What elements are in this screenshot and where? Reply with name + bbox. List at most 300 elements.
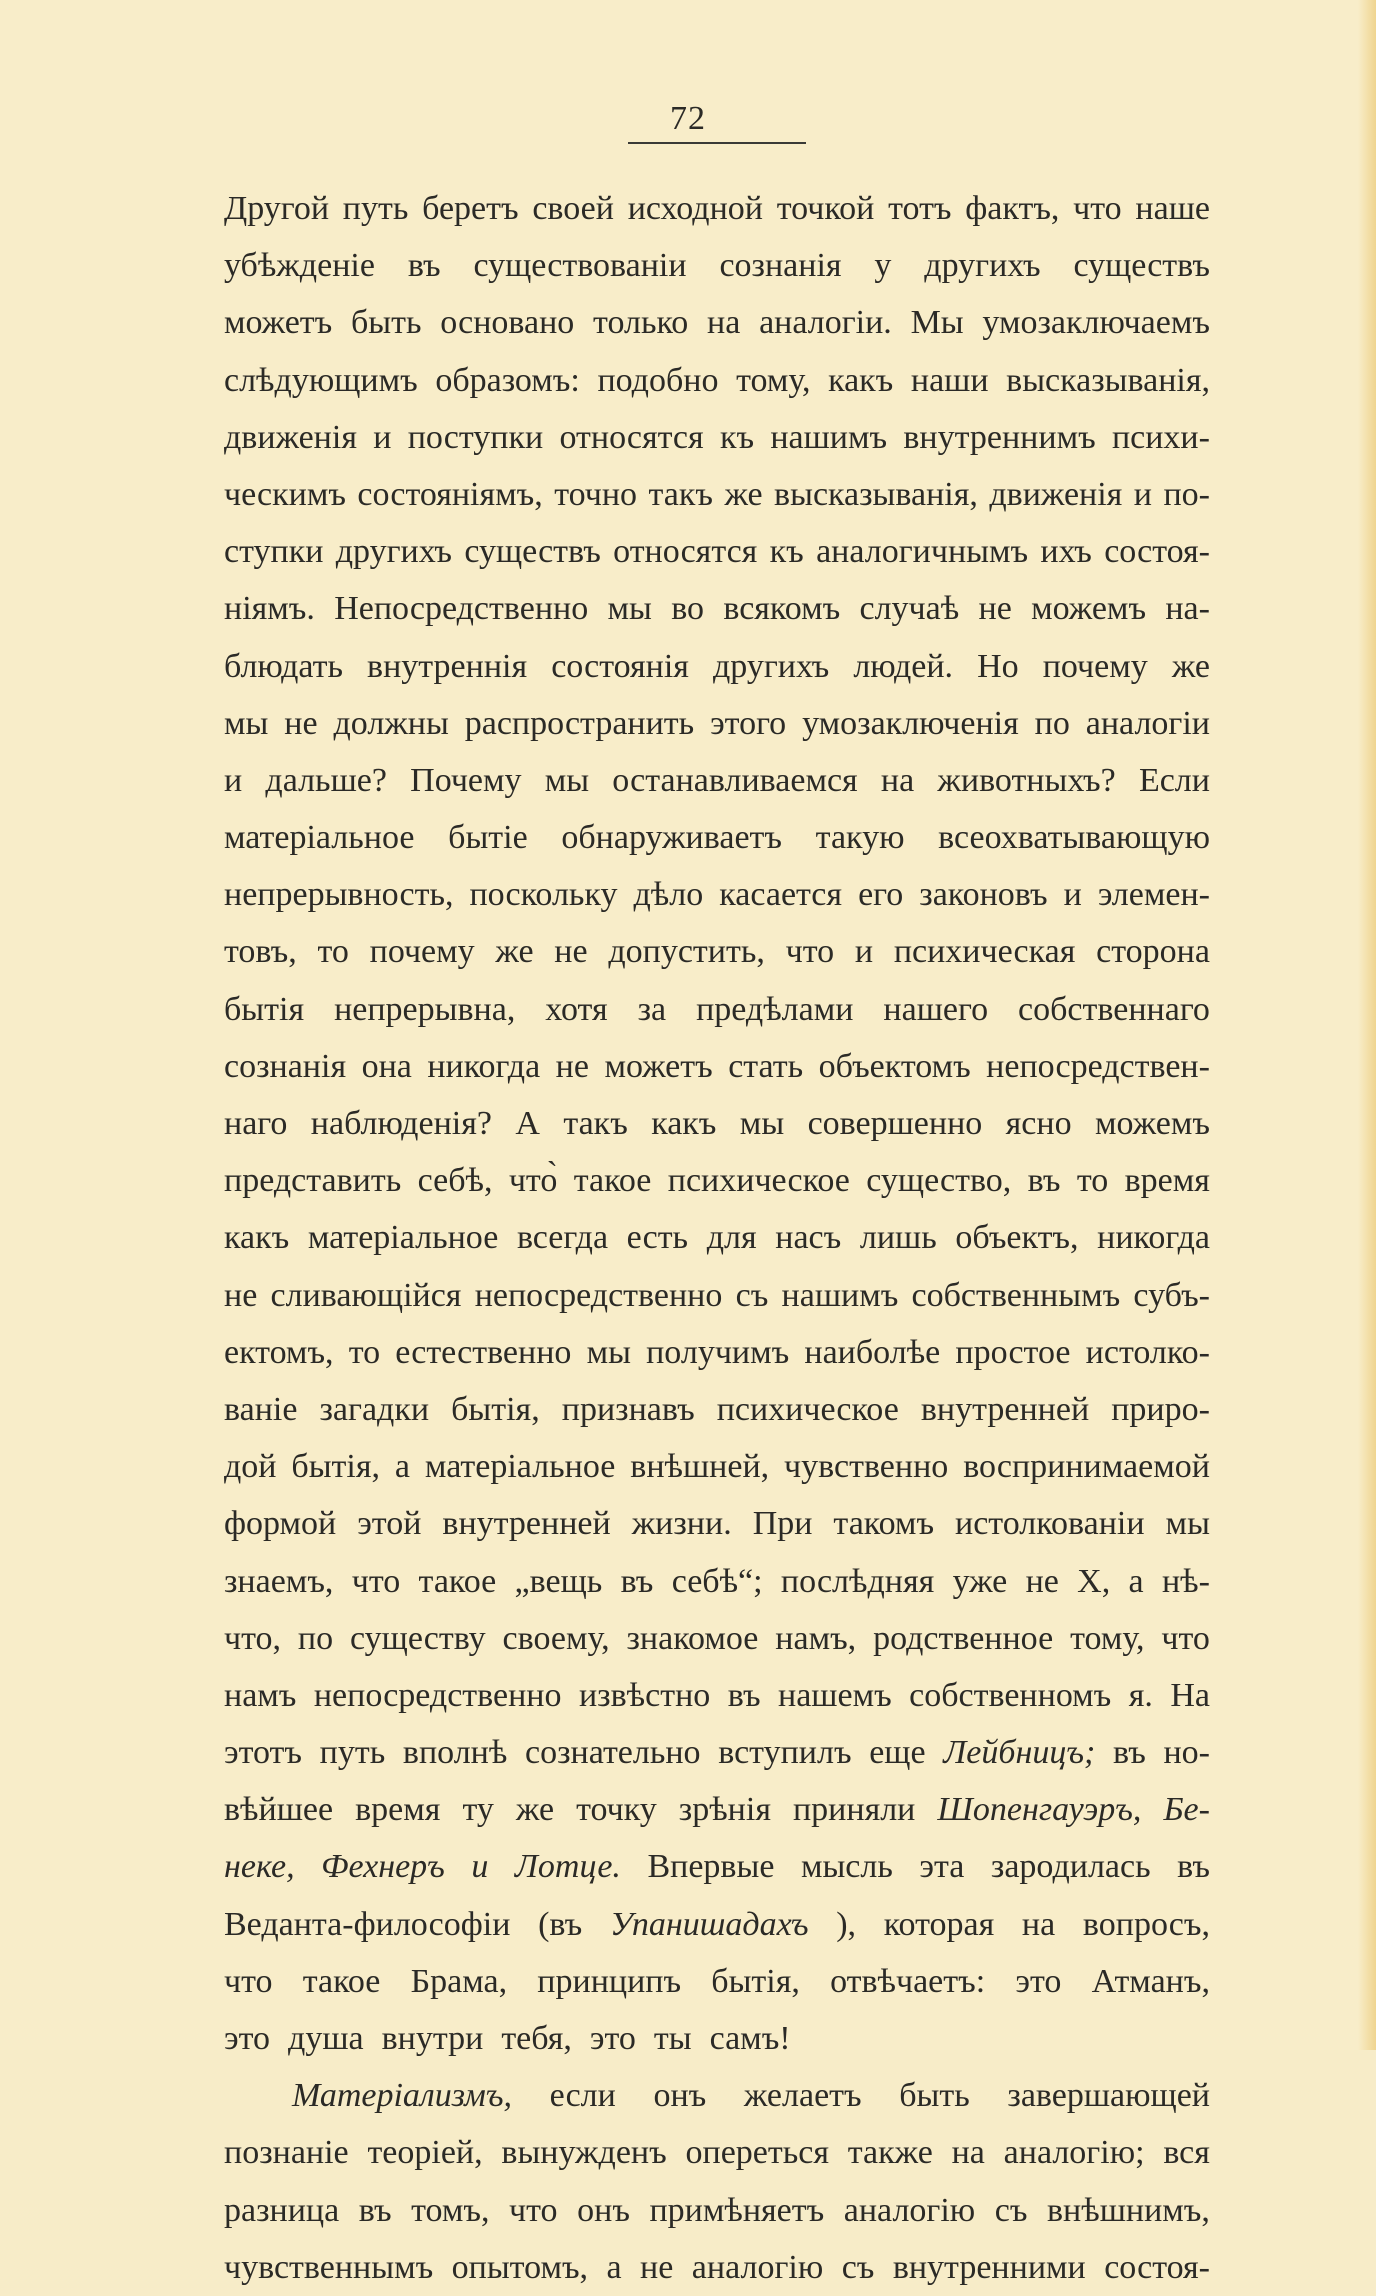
word: въ [358, 2191, 392, 2229]
word: тому, [1070, 1619, 1145, 1657]
word: такъ [648, 475, 713, 513]
word: Мы [910, 304, 964, 342]
word: что, [224, 1619, 282, 1657]
word: также [847, 2134, 933, 2172]
word: желаетъ [743, 2077, 862, 2115]
word: что [1073, 190, 1122, 227]
word: которая [883, 1905, 995, 1943]
text-line [224, 866, 1210, 923]
word: намъ [224, 1676, 297, 1714]
italic-word: Матеріализмъ, [292, 2077, 513, 2115]
word: можемъ [1031, 590, 1147, 628]
word: Веданта-философіи [224, 1905, 511, 1943]
word: внутренними [892, 2248, 1086, 2286]
word: Непосредственно [334, 590, 589, 628]
word: другихъ [335, 533, 453, 571]
word: по- [1163, 475, 1210, 513]
word: и [854, 933, 874, 971]
word: поскольку [469, 876, 618, 914]
text-line [224, 638, 1210, 695]
word: состоянія [551, 647, 689, 685]
word: же [515, 1791, 555, 1829]
word: знаемъ, [224, 1562, 334, 1600]
text-line [224, 1152, 1210, 1209]
word: высказыванія, [774, 475, 978, 513]
text-line [224, 1724, 1210, 1781]
word: въ [620, 1562, 654, 1600]
word: ты [653, 2020, 692, 2057]
word: допустить, [608, 933, 765, 971]
word: простое [955, 1333, 1071, 1371]
word: и [224, 761, 243, 799]
word: мы [224, 704, 269, 742]
word: непосредственно [474, 1276, 723, 1314]
word: на- [1165, 590, 1210, 628]
word: аналогіи. [759, 304, 892, 342]
text-line [224, 1953, 1210, 2010]
word: X, [1077, 1562, 1111, 1600]
word: воспринимаемой [963, 1448, 1210, 1486]
word: что [224, 1962, 273, 2000]
italic-word: неке, [224, 1848, 295, 1886]
word: своему, [502, 1619, 610, 1657]
word: предѣлами [696, 990, 854, 1028]
text-line [224, 180, 1210, 237]
word: можетъ [224, 304, 333, 342]
word: аналогію; [1003, 2134, 1145, 2172]
word: только [593, 304, 689, 342]
word: Почему [410, 761, 522, 799]
word: вынужденъ [501, 2134, 667, 2172]
word: признавъ [561, 1390, 695, 1428]
word: можетъ [604, 1047, 713, 1085]
word: у [874, 247, 892, 285]
word: не [640, 2248, 674, 2286]
word: въ [1112, 1734, 1146, 1772]
word: почему [1042, 647, 1148, 685]
text-line [224, 1324, 1210, 1381]
word: наблюденія? [310, 1105, 492, 1142]
word: существованіи [473, 247, 687, 285]
word: нашемъ [778, 1676, 892, 1714]
text-line [224, 1038, 1210, 1095]
word: получимъ [646, 1333, 790, 1371]
word: вопросъ, [1082, 1905, 1210, 1943]
word: время [355, 1791, 441, 1829]
word: состояніямъ, [357, 475, 543, 513]
word: ческимъ [224, 475, 346, 513]
word: а [606, 2248, 622, 2286]
word: другихъ [924, 247, 1041, 285]
word: стать [728, 1047, 804, 1085]
word: къ [719, 418, 755, 456]
word: собственномъ [909, 1676, 1112, 1714]
word: движенія [989, 475, 1123, 513]
word: сознанія [719, 247, 842, 285]
word: нашего [883, 990, 989, 1028]
word: тотъ [888, 190, 952, 227]
text-line [224, 1267, 1210, 1324]
word: дѣло [633, 876, 704, 914]
word: вполнѣ [402, 1734, 508, 1772]
word: На [1170, 1676, 1210, 1714]
word: она [361, 1047, 412, 1085]
word: блюдать [224, 647, 343, 685]
word: хотя [545, 990, 608, 1028]
text-line [224, 2124, 1210, 2181]
word: непрерывность, [224, 876, 454, 914]
word: съ [841, 2248, 875, 2286]
word: формой [224, 1505, 337, 1543]
word: не [1025, 1562, 1059, 1600]
word: чувственнымъ [224, 2248, 434, 2286]
text-line [224, 1610, 1210, 1667]
word: субъ- [1133, 1276, 1210, 1314]
word: наше [1135, 190, 1210, 227]
word: законовъ [919, 876, 1048, 914]
word: высказыванія, [1006, 361, 1210, 399]
word: разница [224, 2191, 340, 2229]
text-line [224, 1381, 1210, 1438]
word: мысль [800, 1848, 893, 1886]
word: мы [607, 590, 652, 628]
word: время [1124, 1162, 1210, 1200]
word: въ [407, 247, 441, 285]
word: какъ [828, 361, 894, 399]
word: зрѣнія [678, 1791, 771, 1829]
word: въ [727, 1676, 761, 1714]
word: „вещь [514, 1562, 603, 1600]
word: нашимъ [781, 1276, 899, 1314]
word: и [373, 418, 392, 456]
word: а [394, 1448, 410, 1486]
text-line [224, 523, 1210, 580]
word: никогда [427, 1047, 541, 1085]
word: такое [418, 1562, 497, 1600]
word: мы [544, 761, 590, 799]
word: путь [342, 190, 409, 227]
word: аналогіи [1085, 704, 1210, 742]
text-line [224, 1095, 1210, 1152]
word: внѣшнимъ, [1047, 2191, 1210, 2229]
word: всеохватывающую [938, 819, 1210, 857]
word: психическое [667, 1162, 850, 1200]
word: относятся [613, 533, 758, 571]
word: Брама, [410, 1962, 508, 2000]
italic-word: Лотце. [514, 1848, 621, 1886]
italic-word: Фехнеръ [321, 1848, 445, 1886]
word: непосредственно [313, 1676, 562, 1714]
word: это [224, 2020, 271, 2057]
word: внутренней [442, 1505, 611, 1543]
word: же [495, 933, 534, 971]
word: внутреннія [367, 647, 528, 685]
word: насъ [775, 1219, 842, 1257]
word: что [1161, 1619, 1210, 1657]
word: не [284, 704, 318, 742]
word: собственнаго [1018, 990, 1210, 1028]
word: наши [910, 361, 989, 399]
word: такое [573, 1162, 652, 1200]
word: дальше? [265, 761, 387, 799]
word: что̀ [508, 1162, 558, 1200]
word: завершающей [1007, 2077, 1210, 2115]
word: онъ [577, 2191, 630, 2229]
word: ихъ [1040, 533, 1092, 571]
word: объектъ, [955, 1219, 1079, 1257]
word: относятся [559, 418, 704, 456]
word: бытія [224, 990, 305, 1028]
word: собственнымъ [911, 1276, 1121, 1314]
word: основано [440, 304, 575, 342]
word: убѣжденіе [224, 247, 375, 285]
text-line [224, 2182, 1210, 2239]
italic-word: Лейбницъ; [943, 1734, 1096, 1772]
word: матеріальное [224, 819, 415, 857]
word: что [509, 2191, 558, 2229]
text-line [224, 1438, 1210, 1495]
word: ясно [1005, 1105, 1072, 1142]
word: по [1034, 704, 1070, 742]
word: ту [462, 1791, 494, 1829]
word: слѣдующимъ [224, 361, 418, 399]
word: намъ, [775, 1619, 857, 1657]
word: совершенно [807, 1105, 983, 1142]
word: внутри [381, 2020, 484, 2057]
word: ектомъ, [224, 1333, 334, 1371]
word: людей. [853, 647, 954, 685]
word: непрерывна, [334, 990, 516, 1028]
word: съ [735, 1276, 769, 1314]
text-line [224, 466, 1210, 523]
word: себѣ“; [671, 1562, 763, 1600]
word: товъ, [224, 933, 297, 971]
word: не [554, 933, 588, 971]
page-number-rule [628, 142, 806, 144]
italic-word: и [471, 1848, 489, 1886]
word: бытія, [291, 1448, 380, 1486]
text-line [224, 2010, 1210, 2067]
text-line [224, 352, 1210, 409]
word: отвѣчаетъ: [830, 1962, 986, 2000]
word: еще [869, 1734, 926, 1772]
text-line [224, 981, 1210, 1038]
word: можемъ [1095, 1105, 1210, 1142]
word: что [785, 933, 835, 971]
word: я. [1128, 1676, 1153, 1714]
word: матеріальное [424, 1448, 616, 1486]
word: аналогичнымъ [816, 533, 1029, 571]
word: родственное [873, 1619, 1054, 1657]
word: представить [224, 1162, 402, 1200]
word: онъ [653, 2077, 707, 2115]
word: наиболѣе [804, 1333, 941, 1371]
page-edge-shading [1358, 0, 1376, 2050]
word: лишь [859, 1219, 937, 1257]
word: знакомое [626, 1619, 759, 1657]
word: сознанія [224, 1047, 347, 1085]
word: При [752, 1505, 813, 1543]
word: А [515, 1105, 540, 1142]
word: сторона [1096, 933, 1210, 971]
word: дой [224, 1448, 277, 1486]
word: точкой [776, 190, 875, 227]
text-line [224, 2239, 1210, 2296]
word: фактъ, [965, 190, 1060, 227]
word: ніямъ. [224, 590, 315, 628]
word: какъ [651, 1105, 717, 1142]
word: нашимъ [770, 418, 888, 456]
word: но- [1163, 1734, 1210, 1772]
word: съ [994, 2191, 1028, 2229]
word: въ [1027, 1162, 1061, 1200]
word: вѣйшее [224, 1791, 334, 1829]
word: аналогію [843, 2191, 976, 2229]
word: на [880, 761, 915, 799]
text-line [224, 1667, 1210, 1724]
word: для [706, 1219, 757, 1257]
word: и [1063, 876, 1082, 914]
word: во [671, 590, 705, 628]
text-line [224, 1495, 1210, 1552]
word: обнаруживаетъ [561, 819, 782, 857]
italic-word: Шопенгауэръ, [937, 1791, 1142, 1829]
word: уже [952, 1562, 1008, 1600]
word: такъ [563, 1105, 628, 1142]
word: мы [1165, 1505, 1210, 1543]
word: извѣстно [578, 1676, 711, 1714]
word: подобно [597, 361, 719, 399]
word: эта [919, 1848, 965, 1886]
word: томъ, [411, 2191, 490, 2229]
word: чувственно [784, 1448, 949, 1486]
word: истолко- [1085, 1333, 1210, 1371]
word: психическая [893, 933, 1076, 971]
word: сливающійся [270, 1276, 462, 1314]
word: себѣ, [417, 1162, 493, 1200]
page-number: 72 [670, 100, 706, 137]
word: элемен- [1097, 876, 1210, 914]
word: есть [626, 1219, 689, 1257]
word: истолкованіи [955, 1505, 1145, 1543]
word: какъ [224, 1219, 290, 1257]
word: состоя- [1104, 533, 1210, 571]
word: психическое [716, 1390, 899, 1428]
word: внутренней [920, 1390, 1090, 1428]
word: своей [532, 190, 614, 227]
word: познаніе [224, 2134, 349, 2172]
word: Но [977, 647, 1019, 685]
word: путь [319, 1734, 386, 1772]
text-line [224, 1209, 1210, 1266]
word: исходной [627, 190, 763, 227]
text-line [224, 1896, 1210, 1953]
word: этого [710, 704, 787, 742]
body-text [224, 180, 1210, 2296]
word: ступки [224, 533, 324, 571]
word: существо, [866, 1162, 1012, 1200]
word: Другой [224, 190, 330, 227]
word: ваніе [224, 1390, 298, 1428]
word: такомъ [833, 1505, 935, 1543]
word: случаѣ [859, 590, 960, 628]
word: распространить [464, 704, 695, 742]
word: же [1171, 647, 1210, 685]
word: другихъ [712, 647, 830, 685]
text-line [224, 2067, 1210, 2124]
text-line [224, 1838, 1210, 1895]
word: вступилъ [718, 1734, 852, 1772]
word: всегда [516, 1219, 609, 1257]
word: приро- [1111, 1390, 1210, 1428]
word: то [1076, 1162, 1109, 1200]
word: умозаключаемъ [982, 304, 1210, 342]
word: нѣ- [1161, 1562, 1210, 1600]
word: умозаключенія [802, 704, 1019, 742]
word: естественно [395, 1333, 572, 1371]
text-line [224, 294, 1210, 351]
word: его [858, 876, 904, 914]
text-line [224, 695, 1210, 752]
word: сознательно [525, 1734, 701, 1772]
word: животныхъ? [937, 761, 1116, 799]
word: душа [288, 2020, 364, 2057]
word: на [1021, 1905, 1056, 1943]
word: же [724, 475, 763, 513]
word: почему [369, 933, 475, 971]
word: загадки [319, 1390, 430, 1428]
word: принципъ [537, 1962, 682, 2000]
word: на [951, 2134, 985, 2172]
word: поступки [407, 418, 544, 456]
word: точку [576, 1791, 657, 1829]
word: психи- [1111, 418, 1210, 456]
word: вся [1163, 2134, 1210, 2172]
word: то [348, 1333, 381, 1371]
word: къ [769, 533, 804, 571]
text-line [224, 1781, 1210, 1838]
word: бытія, [451, 1390, 540, 1428]
word: бытія, [711, 1962, 800, 2000]
word: движенія [224, 418, 357, 456]
text-line [224, 923, 1210, 980]
word: ), [836, 1905, 857, 1943]
word: быть [899, 2077, 970, 2115]
word: существу [350, 1619, 486, 1657]
word: не [978, 590, 1012, 628]
word: Атманъ, [1091, 1962, 1210, 2000]
word: этой [357, 1505, 422, 1543]
word: не [555, 1047, 589, 1085]
word: непосредствен- [986, 1047, 1210, 1085]
word: должны [333, 704, 449, 742]
word: это [1015, 1962, 1062, 2000]
word: быть [351, 304, 422, 342]
word: бытіе [448, 819, 528, 857]
italic-word: Бе- [1163, 1791, 1210, 1829]
text-line [224, 580, 1210, 637]
word: примѣняетъ [649, 2191, 825, 2229]
word: на [707, 304, 741, 342]
word: беретъ [422, 190, 519, 227]
text-line [224, 752, 1210, 809]
word: и [1133, 475, 1152, 513]
word: такое [302, 1962, 381, 2000]
word: послѣдняя [780, 1562, 935, 1600]
word: тебя, [501, 2020, 572, 2057]
word: тому, [736, 361, 811, 399]
word: (въ [538, 1905, 583, 1943]
